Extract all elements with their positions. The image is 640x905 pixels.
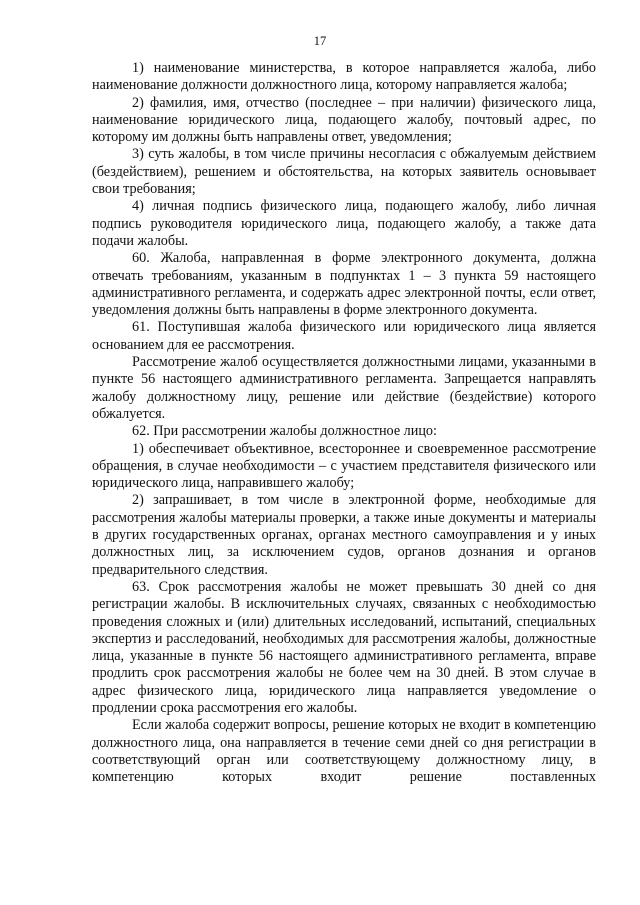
paragraph-item-4: 4) личная подпись физического лица, подающего жалобу, либо личная подпись руководителя юридического лица, подающего жалобу, а также дата подачи жалобы. — [92, 198, 596, 249]
paragraph-61: 61. Поступившая жалоба физического или юридического лица является основанием для ее рассмотрения. — [92, 319, 596, 353]
paragraph-item-3: 3) суть жалобы, в том числе причины несогласия с обжалуемым действием (бездействием), решением и обстоятельства, на которых заявитель основывает свои требования; — [92, 146, 596, 198]
paragraph-62-item-2: 2) запрашивает, в том числе в электронной форме, необходимые для рассмотрения жалобы материалы проверки, а также иные документы и материалы в других государственных органах, органах местного самоуправления и у иных должностных лиц, за исключением судов, органов дознания и органов предварительного следствия. — [92, 492, 596, 578]
paragraph-62: 62. При рассмотрении жалобы должностное лицо: — [132, 423, 437, 440]
paragraph-item-2: 2) фамилия, имя, отчество (последнее – при наличии) физического лица, наименование юридического лица, подающего жалобу, почтовый адрес, по которому им должны быть направлены ответ, уведомления; — [92, 94, 596, 146]
document-body — [92, 60, 596, 786]
paragraph-63: 63. Срок рассмотрения жалобы не может превышать 30 дней со дня регистрации жалобы. В исключительных случаях, связанных с необходимостью проведения сложных и (или) длительных исследований, испытаний, специальных экспертиз и расследований, необходимых для рассмотрения жалобы, должностные лица, указанные в пункте 56 настоящего административного регламента, вправе продлить срок рассмотрения жалобы не более чем на 30 дней. В этом случае в адрес физического лица, юридического лица направляется уведомление о продлении срока рассмотрения его жалобы. — [92, 578, 596, 716]
page-number: 17 — [313, 34, 327, 48]
paragraph-62-item-1: 1) обеспечивает объективное, всестороннее и своевременное рассмотрение обращения, в случае необходимости – с участием представителя физического или юридического лица, направившего жалобу; — [92, 440, 596, 492]
paragraph-60: 60. Жалоба, направленная в форме электронного документа, должна отвечать требованиям, указанным в подпунктах 1 – 3 пункта 59 настоящего административного регламента, и содержать адрес электронной почты, если ответ, уведомления должны быть направлены в форме электронного документа. — [92, 250, 596, 319]
paragraph-63-continued: Если жалоба содержит вопросы, решение которых не входит в компетенцию должностного лица, она направляется в течение семи дней со дня регистрации в соответствующий орган или соответствующему должностному лицу, в компетенцию которых входит решение поставленных — [92, 717, 596, 786]
paragraph-61-review: Рассмотрение жалоб осуществляется должностными лицами, указанными в пункте 56 настоящего административного регламента. Запрещается направлять жалобу должностному лицу, решение или действие (бездействие) которого обжалуется. — [92, 354, 596, 422]
paragraph-item-1: 1) наименование министерства, в которое направляется жалоба, либо наименование должности должностного лица, которому направляется жалоба; — [92, 60, 596, 94]
